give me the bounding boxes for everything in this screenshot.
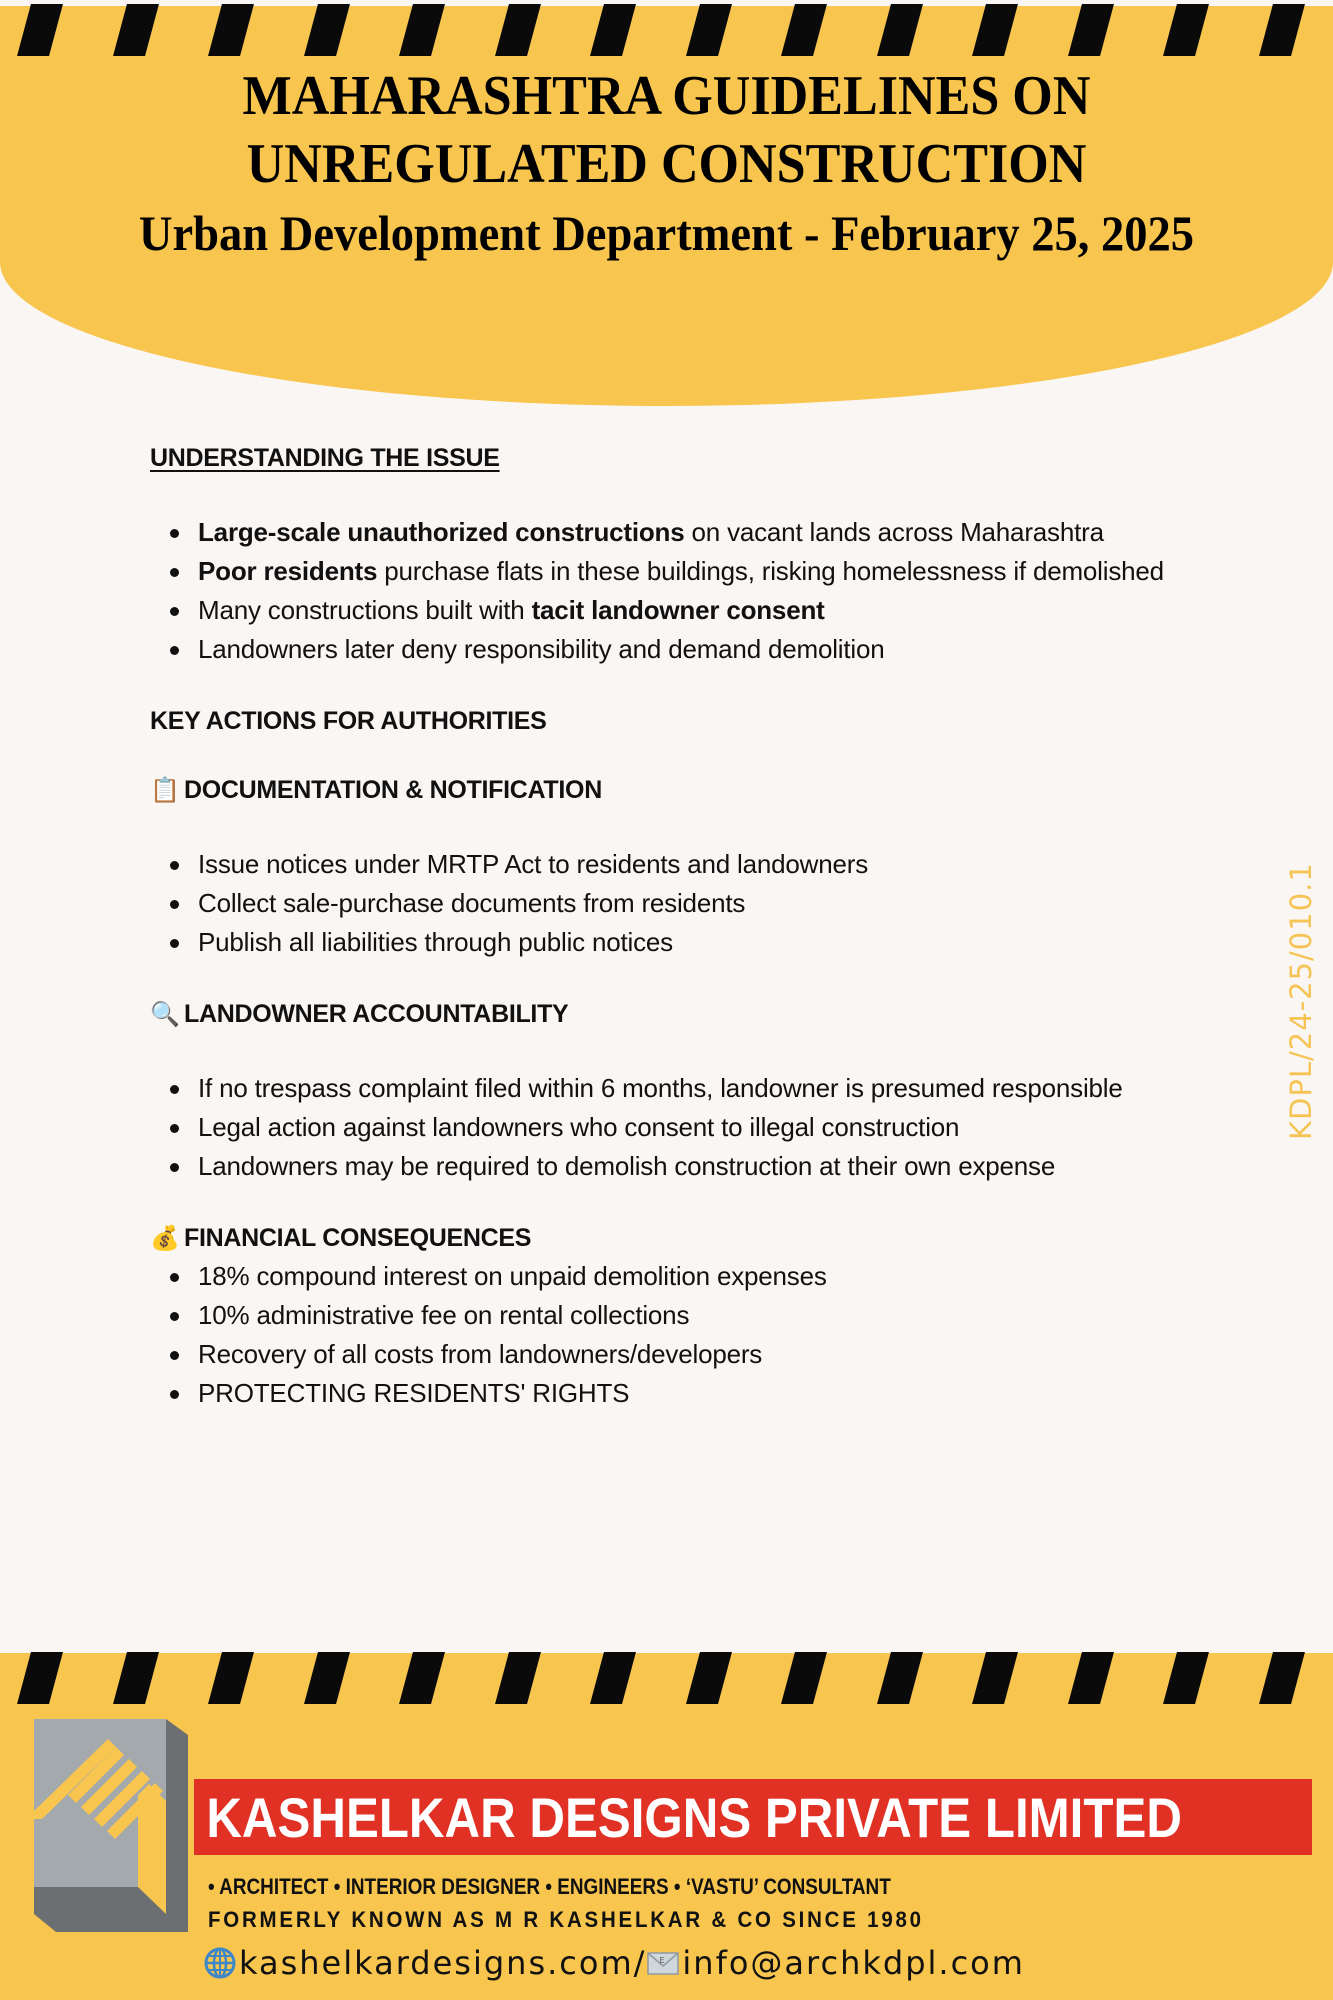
hazard-stripe [1163, 4, 1209, 56]
hazard-stripe [17, 1652, 63, 1704]
hazard-stripe [495, 1652, 541, 1704]
list-item [170, 552, 1200, 591]
section-heading-key-actions-text: KEY ACTIONS FOR AUTHORITIES [150, 707, 547, 735]
hazard-stripe [972, 1652, 1018, 1704]
hazard-stripe [1259, 1652, 1305, 1704]
list-item: If no trespass complaint filed within 6 months, landowner is presumed responsible [170, 1069, 1200, 1108]
section-heading-financial [150, 1224, 1200, 1253]
list-item: Legal action against landowners who consent to illegal construction [170, 1108, 1200, 1147]
list-item: 18% compound interest on unpaid demolition expenses [170, 1257, 1200, 1296]
hazard-stripe [399, 4, 445, 56]
section-heading-documentation [150, 776, 1200, 805]
hazard-stripe [877, 4, 923, 56]
company-name-banner [194, 1779, 1312, 1855]
reference-code: KDPL/24-25/010.1 [1284, 862, 1318, 1140]
list-item-text: Landowners later deny responsibility and demand demolition [198, 634, 885, 664]
section-heading-accountability-text: LANDOWNER ACCOUNTABILITY [184, 1000, 569, 1028]
hazard-stripe [781, 4, 827, 56]
list-item-text: on vacant lands across Maharashtra [684, 517, 1104, 547]
email-link[interactable]: info@archkdpl.com [682, 1944, 1025, 1982]
list-item-bold: Large-scale unauthorized constructions [198, 517, 685, 547]
financial-list [170, 1257, 1200, 1413]
svg-text:E: E [659, 1956, 667, 1965]
hazard-stripe [304, 1652, 350, 1704]
list-item: 10% administrative fee on rental collections [170, 1296, 1200, 1335]
list-item [170, 630, 1200, 669]
hazard-stripe [686, 4, 732, 56]
list-item-bold: Poor residents [198, 556, 378, 586]
list-item: Landowners may be required to demolish construction at their own expense [170, 1147, 1200, 1186]
hazard-stripe [590, 1652, 636, 1704]
list-item: Publish all liabilities through public notices [170, 923, 1200, 962]
section-heading-key-actions [150, 707, 1200, 736]
hazard-stripe [208, 1652, 254, 1704]
money-bag-icon: 💰 [150, 1225, 180, 1252]
hazard-stripes-bottom [0, 1652, 1333, 1704]
page-title-line-1: MAHARASHTRA GUIDELINES ON [242, 65, 1091, 127]
list-item-text: Many constructions built with [198, 595, 532, 625]
page-subtitle: Urban Development Department - February 25, 2025 [138, 205, 1195, 261]
page-title-line-2: UNREGULATED CONSTRUCTION [246, 133, 1087, 195]
hazard-stripe [686, 1652, 732, 1704]
list-item: PROTECTING RESIDENTS' RIGHTS [170, 1374, 1200, 1413]
hazard-stripe [399, 1652, 445, 1704]
section-heading-accountability [150, 1000, 1200, 1029]
hazard-stripe [781, 1652, 827, 1704]
clipboard-icon: 📋 [150, 777, 180, 804]
hazard-stripe [877, 1652, 923, 1704]
envelope-icon [646, 1946, 680, 1980]
section-heading-documentation-text: DOCUMENTATION & NOTIFICATION [184, 776, 602, 804]
company-name: KASHELKAR DESIGNS PRIVATE LIMITED [206, 1785, 1182, 1849]
main-content [150, 444, 1200, 1413]
website-link[interactable]: kashelkardesigns.com/ [239, 1944, 647, 1982]
hazard-stripe [1068, 4, 1114, 56]
magnifier-icon: 🔍 [150, 1001, 180, 1028]
hazard-stripe [17, 4, 63, 56]
list-item [170, 591, 1200, 630]
page-title-block [0, 62, 1333, 264]
accountability-list [170, 1069, 1200, 1186]
list-item-bold: tacit landowner consent [531, 595, 825, 625]
contact-row [203, 1944, 1025, 1982]
hazard-stripe [1163, 1652, 1209, 1704]
section-heading-issue-text: UNDERSTANDING THE ISSUE [150, 444, 500, 472]
hazard-stripe [1068, 1652, 1114, 1704]
hazard-stripe [590, 4, 636, 56]
list-item-text: purchase flats in these buildings, risking homelessness if demolished [377, 556, 1164, 586]
list-item: Issue notices under MRTP Act to residents and landowners [170, 845, 1200, 884]
globe-icon [203, 1946, 237, 1980]
hazard-stripe [495, 4, 541, 56]
list-item: Recovery of all costs from landowners/developers [170, 1335, 1200, 1374]
issue-list [170, 513, 1200, 669]
section-heading-issue [150, 444, 1200, 473]
company-services: • ARCHITECT • INTERIOR DESIGNER • ENGINEERS • ‘VASTU’ CONSULTANT [208, 1874, 891, 1899]
hazard-stripe [208, 4, 254, 56]
list-item [170, 513, 1200, 552]
section-heading-financial-text: FINANCIAL CONSEQUENCES [184, 1224, 532, 1252]
hazard-stripes-top [0, 4, 1333, 56]
hazard-stripe [113, 1652, 159, 1704]
hazard-stripe [1259, 4, 1305, 56]
hazard-stripe [304, 4, 350, 56]
company-logo [34, 1719, 188, 1932]
hazard-stripe [113, 4, 159, 56]
documentation-list [170, 845, 1200, 962]
hazard-stripe [972, 4, 1018, 56]
list-item: Collect sale-purchase documents from residents [170, 884, 1200, 923]
company-history: FORMERLY KNOWN AS M R KASHELKAR & CO SINCE 1980 [208, 1907, 924, 1932]
